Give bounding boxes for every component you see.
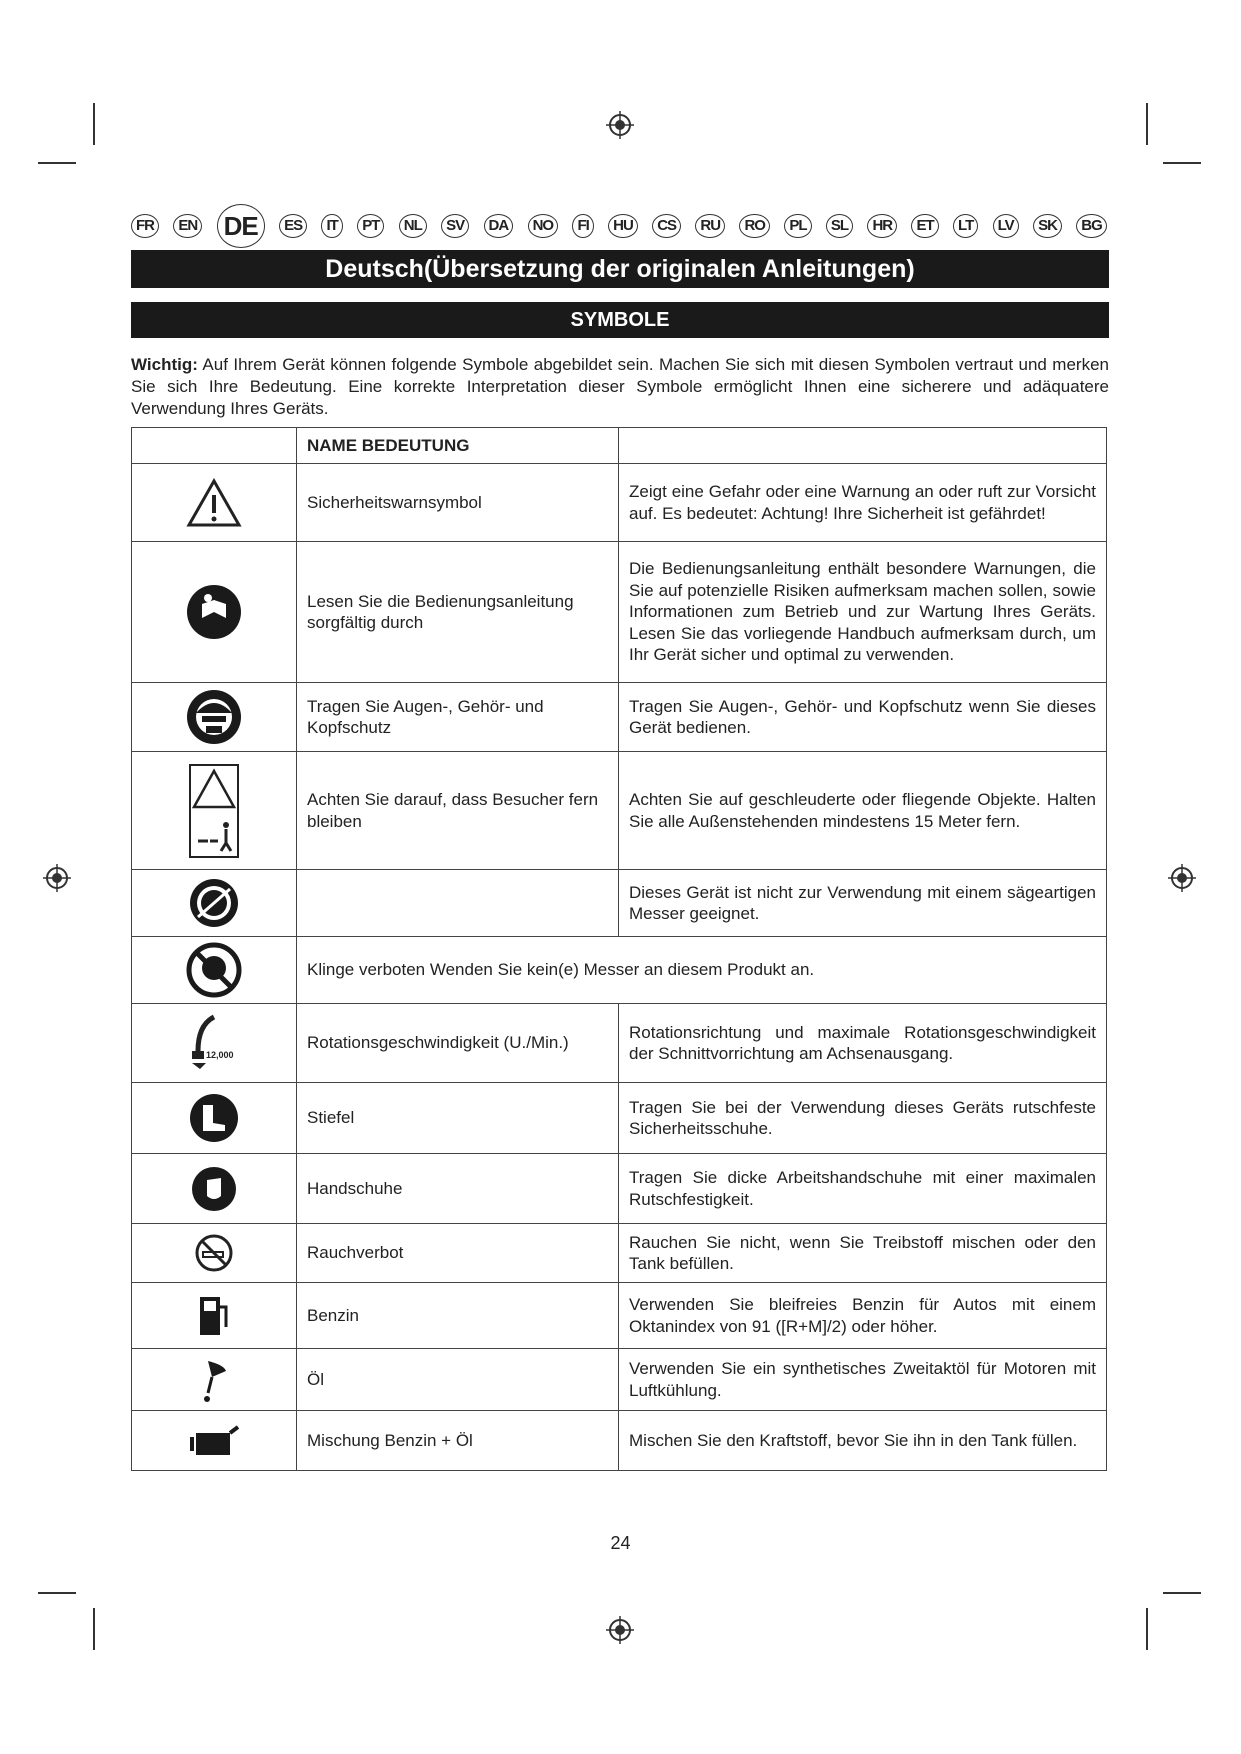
gloves-icon (191, 1178, 237, 1197)
table-row (132, 1224, 1107, 1283)
symbol-name: Rotationsgeschwindigkeit (U./Min.) (297, 1004, 619, 1083)
symbol-meaning: Rauchen Sie nicht, wenn Sie Treibstoff mischen oder den Tank befüllen. (619, 1224, 1107, 1283)
language-ru: RU (695, 214, 725, 238)
language-bg: BG (1076, 214, 1107, 238)
language-it: IT (321, 214, 342, 238)
table-header-row (132, 428, 1107, 464)
symbol-meaning: Mischen Sie den Kraftstoff, bevor Sie ihn in den Tank füllen. (619, 1411, 1107, 1471)
head-protection-icon (186, 706, 242, 725)
registration-mark-icon (1167, 863, 1197, 893)
table-row (132, 1411, 1107, 1471)
section-title: SYMBOLE (131, 302, 1109, 338)
table-row (132, 752, 1107, 870)
crop-mark (38, 162, 76, 164)
language-cs: CS (652, 214, 681, 238)
table-row (132, 870, 1107, 937)
oil-drop-icon (196, 1369, 232, 1388)
table-row (132, 1283, 1107, 1349)
language-da: DA (484, 214, 514, 238)
language-nl: NL (399, 214, 427, 238)
symbol-meaning: Verwenden Sie ein synthetisches Zweitaktöl für Motoren mit Luftkühlung. (619, 1349, 1107, 1411)
symbol-meaning: Dieses Gerät ist nicht zur Verwendung mit einem sägeartigen Messer geeignet. (619, 870, 1107, 937)
registration-mark-icon (605, 110, 635, 140)
language-fr: FR (131, 214, 159, 238)
language-sk: SK (1033, 214, 1062, 238)
blade-prohibited-icon (186, 959, 242, 978)
page-title: Deutsch(Übersetzung der originalen Anleitungen) (131, 250, 1109, 288)
table-row (132, 1154, 1107, 1224)
language-hr: HR (867, 214, 897, 238)
crop-mark (93, 1608, 95, 1650)
table-row (132, 1004, 1107, 1083)
language-es: ES (279, 214, 307, 238)
language-sv: SV (441, 214, 469, 238)
table-row (132, 542, 1107, 683)
language-sl: SL (826, 214, 853, 238)
registration-mark-icon (42, 863, 72, 893)
symbol-name: Rauchverbot (297, 1224, 619, 1283)
symbol-name: Lesen Sie die Bedienungsanleitung sorgfältig durch (297, 542, 619, 683)
symbol-meaning: Tragen Sie bei der Verwendung dieses Geräts rutschfeste Sicherheitsschuhe. (619, 1083, 1107, 1154)
saw-blade-icon (188, 892, 240, 911)
crop-mark (38, 1592, 76, 1594)
symbol-meaning: Verwenden Sie bleifreies Benzin für Autos mit einem Oktanindex von 91 ([R+M]/2) oder höher. (619, 1283, 1107, 1349)
language-pt: PT (357, 214, 384, 238)
symbol-name: Klinge verboten Wenden Sie kein(e) Messer an diesem Produkt an. (297, 937, 1107, 1004)
symbol-name: Öl (297, 1349, 619, 1411)
symbol-meaning: Die Bedienungsanleitung enthält besondere Warnungen, die Sie auf potenzielle Risiken aufmerksam machen sollen, sowie Informationen zum Betrieb und zur Wartung Ihres Geräts. Lesen Sie das vorliegende Handbuch aufmerksam durch, um Ihr Gerät sicher und optimal zu verwenden. (619, 542, 1107, 683)
intro-paragraph (131, 354, 1109, 420)
symbol-name: Benzin (297, 1283, 619, 1349)
language-selector (131, 208, 1107, 244)
table-row (132, 937, 1107, 1004)
symbol-meaning: Tragen Sie Augen-, Gehör- und Kopfschutz wenn Sie dieses Gerät bedienen. (619, 683, 1107, 752)
warning-triangle-icon (186, 492, 242, 511)
symbol-meaning: Achten Sie auf geschleuderte oder fliegende Objekte. Halten Sie alle Außenstehenden mindestens 15 Meter fern. (619, 752, 1107, 870)
table-row (132, 1349, 1107, 1411)
page-number: 24 (610, 1533, 631, 1553)
language-hu: HU (608, 214, 638, 238)
no-smoking-icon (194, 1242, 234, 1261)
crop-mark (1146, 103, 1148, 145)
symbol-meaning: Tragen Sie dicke Arbeitshandschuhe mit einer maximalen Rutschfestigkeit. (619, 1154, 1107, 1224)
symbols-table (131, 427, 1107, 1471)
intro-text: Auf Ihrem Gerät können folgende Symbole abgebildet sein. Machen Sie sich mit diesen Symbolen vertraut und merken Sie sich Ihre Bedeutung. Eine korrekte Interpretation dieser Symbole ermöglicht Ihnen eine sicherere und adäquatere Verwendung Ihres Geräts. (131, 355, 1109, 418)
fuel-pump-icon (194, 1305, 234, 1324)
language-no: NO (528, 214, 559, 238)
language-pl: PL (784, 214, 811, 238)
symbol-name: Tragen Sie Augen-, Gehör- und Kopfschutz (297, 683, 619, 752)
read-manual-icon (186, 601, 242, 620)
language-fi: FI (572, 214, 593, 238)
language-ro: RO (739, 214, 770, 238)
table-row (132, 1083, 1107, 1154)
table-row (132, 683, 1107, 752)
language-lv: LV (993, 214, 1019, 238)
language-lt: LT (953, 214, 978, 238)
language-de: DE (217, 204, 265, 248)
crop-mark (1146, 1608, 1148, 1650)
boots-icon (189, 1107, 239, 1126)
language-et: ET (911, 214, 938, 238)
fuel-mix-icon (186, 1430, 242, 1449)
symbol-name (297, 870, 619, 937)
symbol-name: Handschuhe (297, 1154, 619, 1224)
language-en: EN (173, 214, 202, 238)
symbol-name: Mischung Benzin + Öl (297, 1411, 619, 1471)
rotation-speed-icon (184, 1032, 244, 1060)
intro-bold: Wichtig: (131, 355, 198, 374)
table-row (132, 464, 1107, 542)
crop-mark (1163, 162, 1201, 164)
crop-mark (1163, 1592, 1201, 1594)
svg-text:12,000: 12,000 (206, 1050, 234, 1060)
symbol-name: Achten Sie darauf, dass Besucher fern bleiben (297, 752, 619, 870)
crop-mark (93, 103, 95, 145)
registration-mark-icon (605, 1615, 635, 1645)
symbol-meaning: Zeigt eine Gefahr oder eine Warnung an oder ruft zur Vorsicht auf. Es bedeutet: Achtung! Ihre Sicherheit ist gefährdet! (619, 464, 1107, 542)
symbol-name: Sicherheitswarnsymbol (297, 464, 619, 542)
header-label: NAME BEDEUTUNG (307, 435, 470, 455)
symbol-meaning: Rotationsrichtung und maximale Rotationsgeschwindigkeit der Schnittvorrichtung am Achsenausgang. (619, 1004, 1107, 1083)
symbol-name: Stiefel (297, 1083, 619, 1154)
keep-bystanders-away-icon (188, 800, 240, 819)
